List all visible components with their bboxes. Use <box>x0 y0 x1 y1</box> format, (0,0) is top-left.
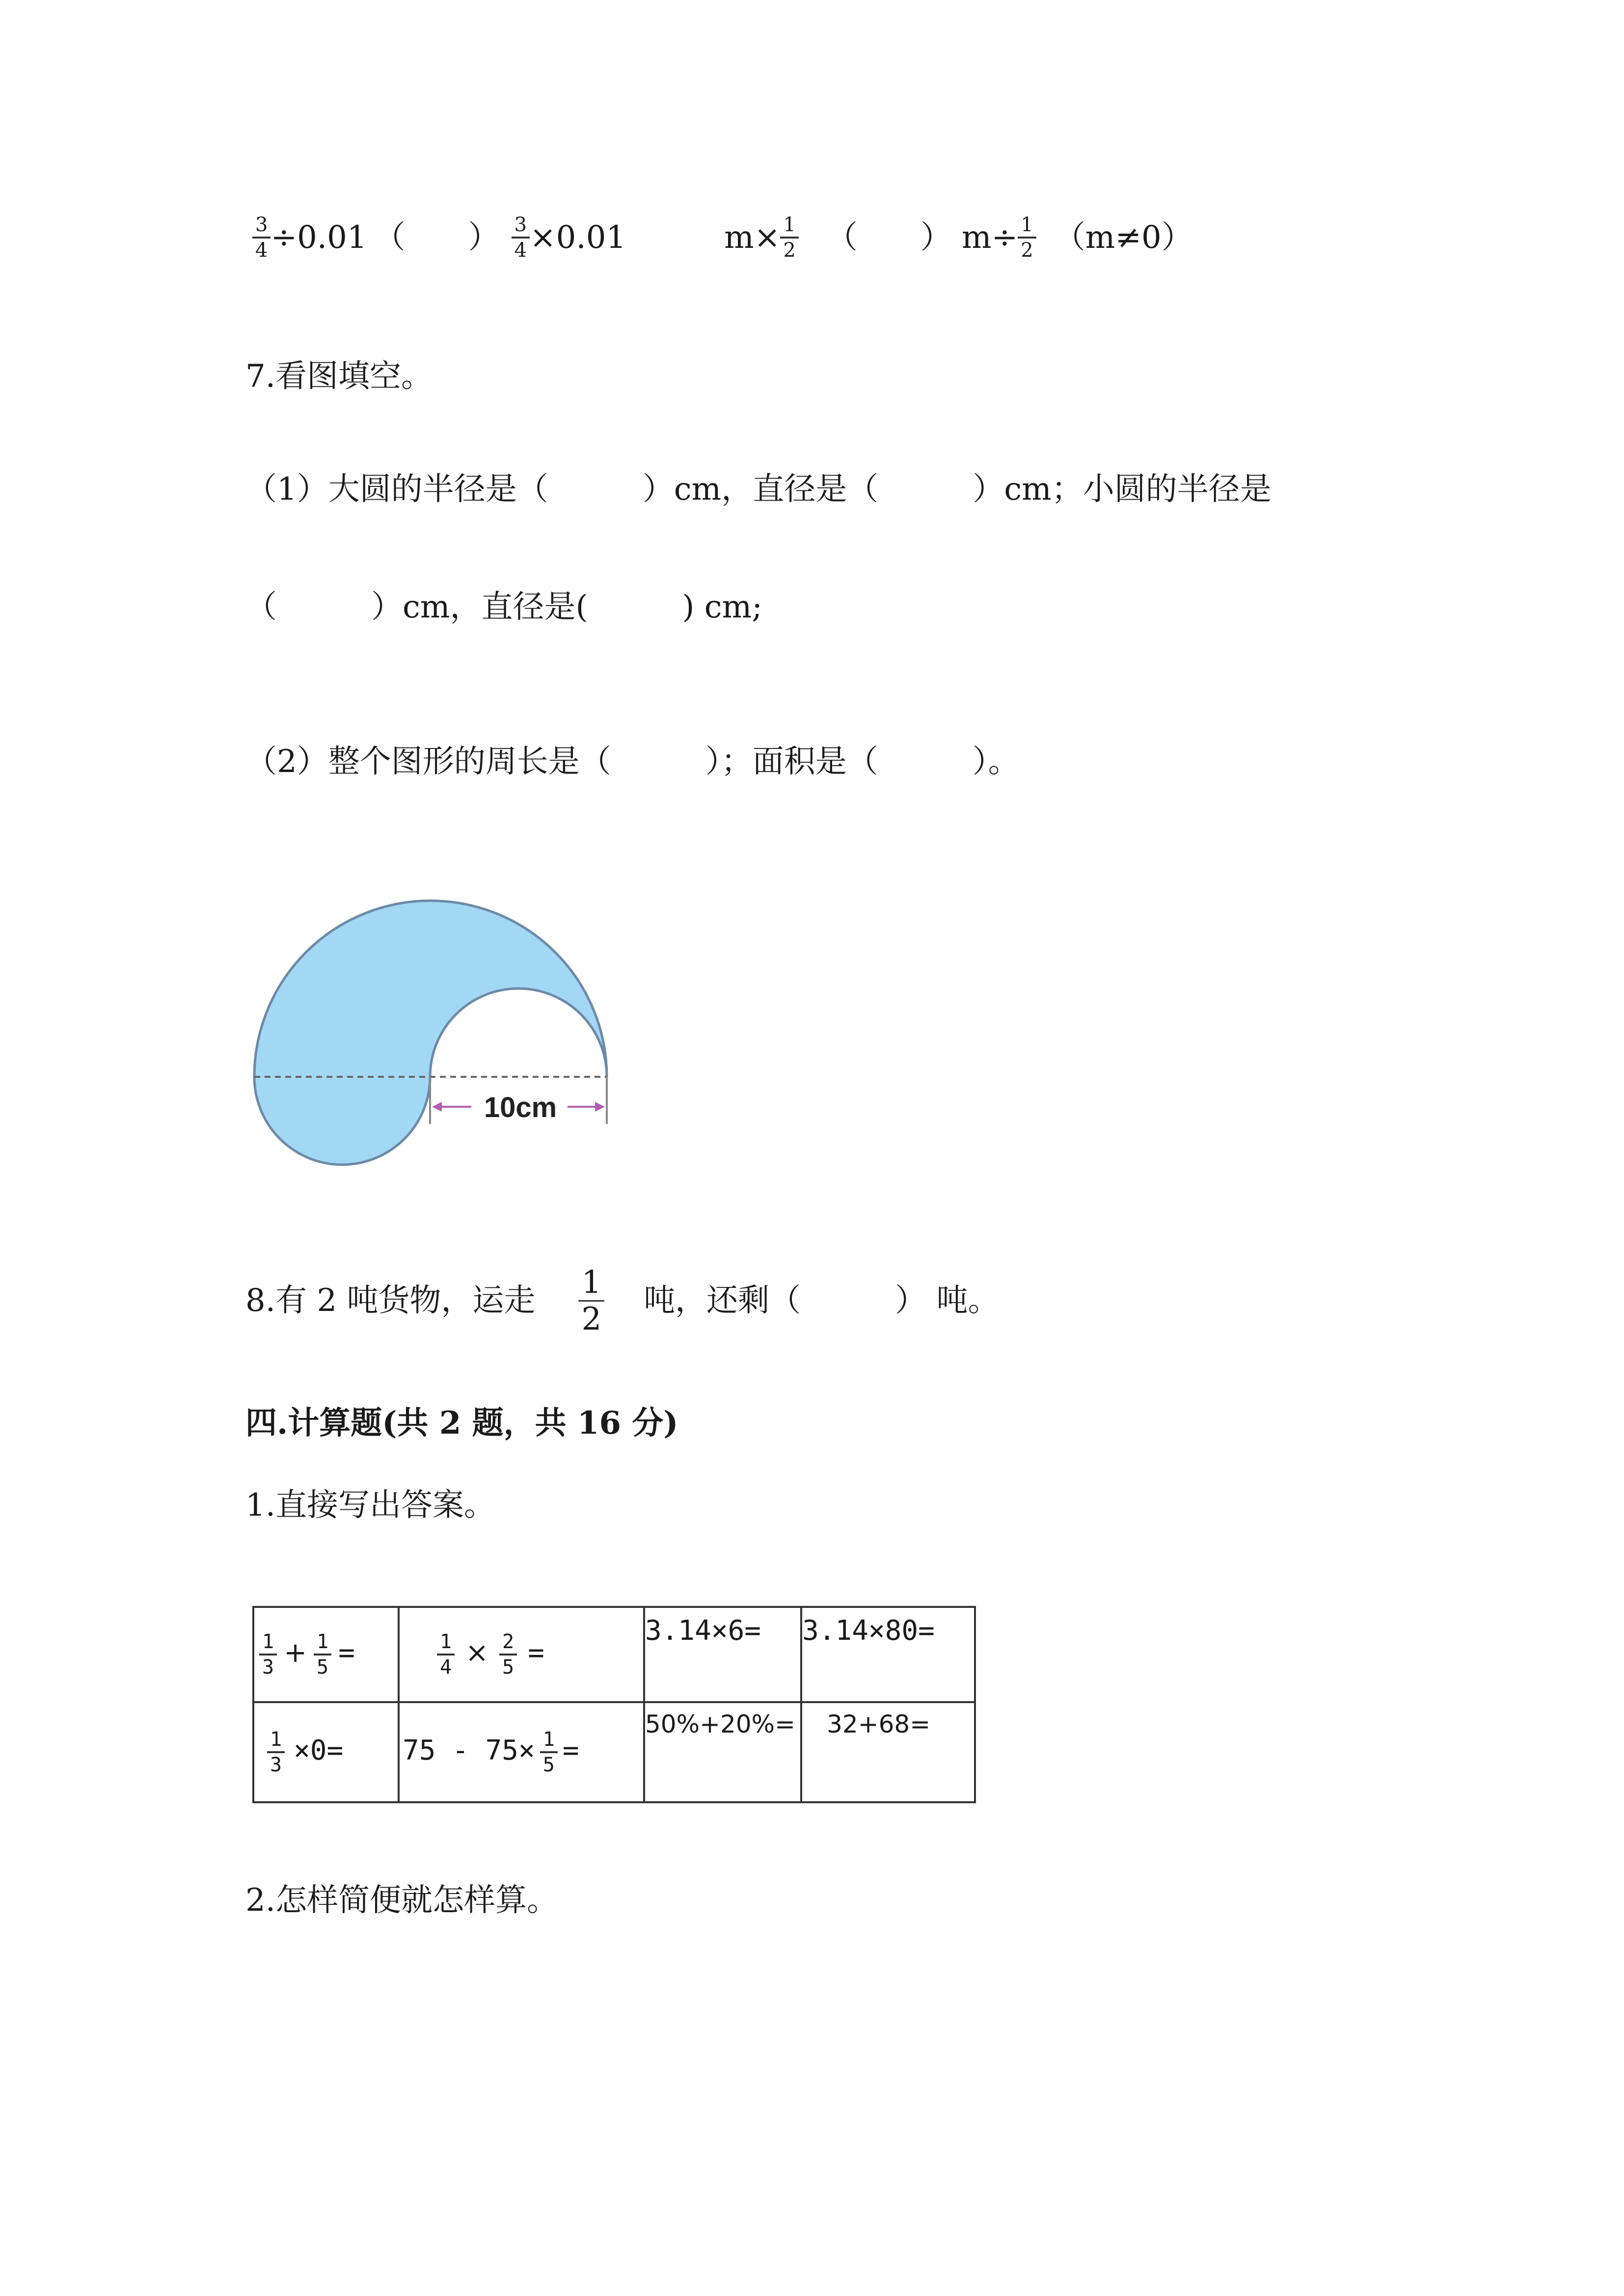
expr-a-op: ÷0.01 <box>271 219 367 256</box>
times-zero: ×0= <box>294 1735 344 1767</box>
arrowhead-right <box>595 1102 605 1112</box>
table-cell <box>253 1607 399 1702</box>
fraction-1-5: $\frac{1}{5}$ <box>314 1632 331 1677</box>
q7-line-3: （2）整个图形的周长是（ ）；面积是（ ）。 <box>245 744 1020 780</box>
table-cell <box>253 1702 399 1802</box>
plus-sign: + <box>284 1637 307 1669</box>
fraction-3-4-b: $\frac{3}{4}$ <box>512 215 530 260</box>
q7-line-1: （1）大圆的半径是（ ）cm，直径是（ ）cm；小圆的半径是 <box>245 471 1272 507</box>
condition: （m≠0） <box>1054 219 1193 256</box>
compare-blank-1[interactable]: （ ） <box>374 219 500 256</box>
calc1-title: 1.直接写出答案。 <box>245 1487 496 1523</box>
q8-tail: 吨，还剩（ ） 吨。 <box>644 1282 1000 1319</box>
compare-line <box>252 203 1193 272</box>
expr-b-op: ×0.01 <box>530 219 626 256</box>
arrowhead-left <box>432 1102 442 1112</box>
fraction-1-2-d: $\frac{1}{2}$ <box>1018 215 1036 260</box>
q8-line <box>245 1266 1000 1335</box>
q8-lead: 8.有 2 吨货物，运走 <box>245 1282 536 1319</box>
calc2-title: 2.怎样简便就怎样算。 <box>245 1882 559 1919</box>
equals-sign: = <box>338 1637 355 1669</box>
table-cell <box>399 1702 644 1802</box>
equals-sign: = <box>528 1637 544 1669</box>
dimension-label: 10cm <box>484 1092 557 1123</box>
q7-line-2: （ ）cm，直径是( ) cm; <box>245 589 762 625</box>
table-cell: 3.14×6= <box>644 1607 801 1702</box>
equals-sign: = <box>562 1735 579 1767</box>
table-row <box>253 1607 975 1702</box>
section-4-title: 四.计算题(共 2 题，共 16 分) <box>245 1405 678 1442</box>
table-cell: 32+68= <box>801 1702 975 1802</box>
fraction-1-3: $\frac{1}{3}$ <box>259 1632 277 1677</box>
compare-blank-2[interactable]: （ ） <box>826 219 952 256</box>
table-cell: 3.14×80= <box>801 1607 975 1702</box>
expr-lead: 75 - 75× <box>403 1735 535 1767</box>
expr-c-lead: m× <box>724 219 781 256</box>
fraction-1-4: $\frac{1}{4}$ <box>437 1632 455 1677</box>
fraction-2-5: $\frac{2}{5}$ <box>499 1632 517 1677</box>
q8-fraction: $\frac{1}{2}$ <box>578 1267 604 1335</box>
times-sign: × <box>465 1637 489 1669</box>
fraction-1-2-c: $\frac{1}{2}$ <box>780 215 798 260</box>
fraction-3-4-a: $\frac{3}{4}$ <box>252 215 271 260</box>
table-cell: 50%+20%= <box>644 1702 801 1802</box>
fraction-1-3: $\frac{1}{3}$ <box>267 1730 285 1775</box>
table-cell <box>399 1607 644 1702</box>
expr-d-lead: m÷ <box>961 219 1018 256</box>
fraction-1-5: $\frac{1}{5}$ <box>540 1730 558 1775</box>
q7-figure <box>245 883 628 1188</box>
table-row <box>253 1702 975 1802</box>
shaded-region <box>254 901 607 1165</box>
calc-table <box>252 1606 976 1803</box>
q7-title: 7.看图填空。 <box>245 358 433 395</box>
